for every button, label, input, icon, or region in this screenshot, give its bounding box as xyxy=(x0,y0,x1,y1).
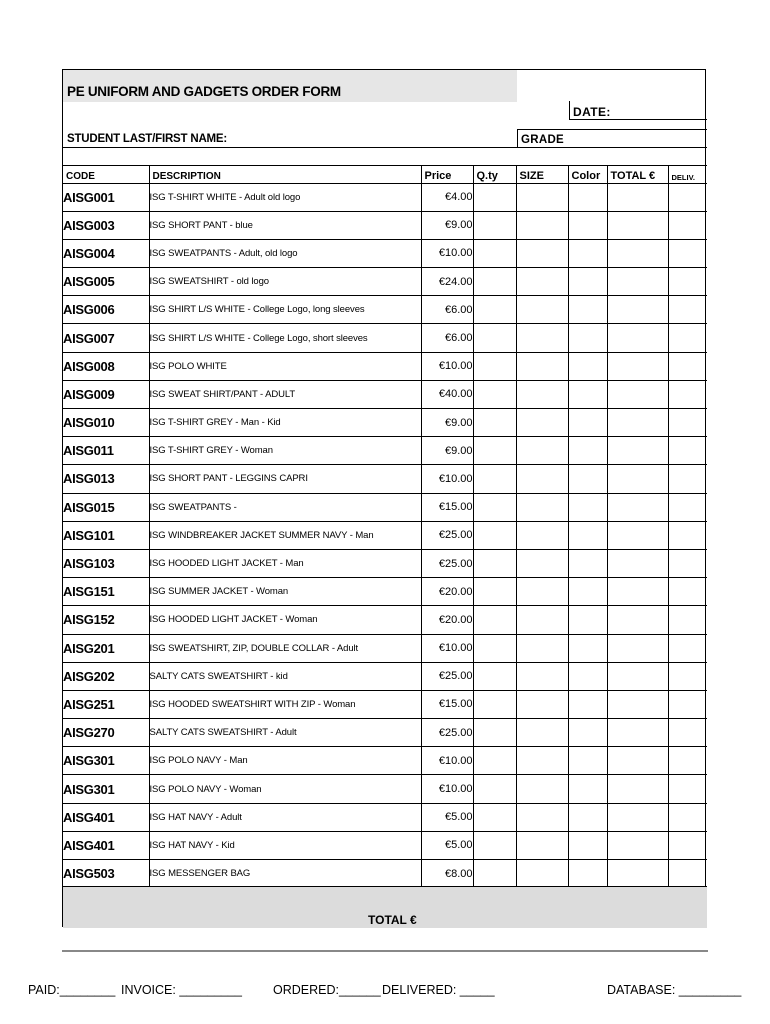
item-description: ISG SWEATSHIRT - old logo xyxy=(149,268,421,296)
qty-cell[interactable] xyxy=(473,296,516,324)
database-field[interactable]: DATABASE: _________ xyxy=(607,983,742,997)
item-description: SALTY CATS SWEATSHIRT - kid xyxy=(149,662,421,690)
size-cell[interactable] xyxy=(516,324,568,352)
color-cell[interactable] xyxy=(568,747,607,775)
item-price: €6.00 xyxy=(421,296,473,324)
item-code: AISG008 xyxy=(63,352,149,380)
header-qty: Q.ty xyxy=(473,165,516,183)
size-cell[interactable] xyxy=(516,860,568,888)
deliv-cell[interactable] xyxy=(668,521,707,549)
table-row xyxy=(63,296,707,324)
date-divider xyxy=(569,101,570,120)
item-price: €25.00 xyxy=(421,719,473,747)
size-cell[interactable] xyxy=(516,606,568,634)
table-row xyxy=(63,521,707,549)
total-cell[interactable] xyxy=(607,409,668,437)
color-cell[interactable] xyxy=(568,211,607,239)
deliv-cell[interactable] xyxy=(668,465,707,493)
qty-cell[interactable] xyxy=(473,183,516,211)
size-cell[interactable] xyxy=(516,409,568,437)
item-price: €20.00 xyxy=(421,578,473,606)
item-price: €8.00 xyxy=(421,860,473,888)
item-description: ISG T-SHIRT GREY - Man - Kid xyxy=(149,409,421,437)
color-cell[interactable] xyxy=(568,409,607,437)
item-code: AISG007 xyxy=(63,324,149,352)
color-cell[interactable] xyxy=(568,831,607,859)
total-cell[interactable] xyxy=(607,183,668,211)
size-cell[interactable] xyxy=(516,352,568,380)
item-description: ISG HAT NAVY - Kid xyxy=(149,831,421,859)
size-cell[interactable] xyxy=(516,549,568,577)
item-code: AISG270 xyxy=(63,719,149,747)
total-cell[interactable] xyxy=(607,437,668,465)
table-row xyxy=(63,747,707,775)
item-price: €20.00 xyxy=(421,606,473,634)
qty-cell[interactable] xyxy=(473,747,516,775)
color-cell[interactable] xyxy=(568,183,607,211)
item-description: ISG SUMMER JACKET - Woman xyxy=(149,578,421,606)
deliv-cell[interactable] xyxy=(668,860,707,888)
item-price: €5.00 xyxy=(421,831,473,859)
item-price: €9.00 xyxy=(421,409,473,437)
size-cell[interactable] xyxy=(516,296,568,324)
size-cell[interactable] xyxy=(516,380,568,408)
qty-cell[interactable] xyxy=(473,239,516,267)
item-description: ISG SWEATSHIRT, ZIP, DOUBLE COLLAR - Adult xyxy=(149,634,421,662)
item-code: AISG009 xyxy=(63,380,149,408)
total-cell[interactable] xyxy=(607,803,668,831)
total-cell[interactable] xyxy=(607,211,668,239)
item-description: ISG HOODED SWEATSHIRT WITH ZIP - Woman xyxy=(149,690,421,718)
item-price: €25.00 xyxy=(421,662,473,690)
item-price: €9.00 xyxy=(421,211,473,239)
invoice-field[interactable]: INVOICE: _________ xyxy=(121,983,242,997)
deliv-cell[interactable] xyxy=(668,775,707,803)
size-cell[interactable] xyxy=(516,690,568,718)
qty-cell[interactable] xyxy=(473,324,516,352)
item-description: ISG POLO NAVY - Woman xyxy=(149,775,421,803)
total-cell[interactable] xyxy=(607,324,668,352)
size-cell[interactable] xyxy=(516,239,568,267)
total-cell[interactable] xyxy=(607,352,668,380)
total-cell[interactable] xyxy=(607,662,668,690)
deliv-cell[interactable] xyxy=(668,268,707,296)
item-code: AISG152 xyxy=(63,606,149,634)
total-cell[interactable] xyxy=(607,549,668,577)
color-cell[interactable] xyxy=(568,719,607,747)
deliv-cell[interactable] xyxy=(668,437,707,465)
item-price: €9.00 xyxy=(421,437,473,465)
item-description: ISG T-SHIRT GREY - Woman xyxy=(149,437,421,465)
qty-cell[interactable] xyxy=(473,775,516,803)
item-code: AISG001 xyxy=(63,183,149,211)
table-row xyxy=(63,775,707,803)
header-total: TOTAL € xyxy=(607,165,668,183)
item-description: ISG POLO WHITE xyxy=(149,352,421,380)
deliv-cell[interactable] xyxy=(668,183,707,211)
color-cell[interactable] xyxy=(568,521,607,549)
color-cell[interactable] xyxy=(568,803,607,831)
item-price: €24.00 xyxy=(421,268,473,296)
total-cell[interactable] xyxy=(607,578,668,606)
qty-cell[interactable] xyxy=(473,352,516,380)
total-cell[interactable] xyxy=(607,268,668,296)
qty-cell[interactable] xyxy=(473,521,516,549)
size-cell[interactable] xyxy=(516,268,568,296)
item-description: ISG SWEATPANTS - Adult, old logo xyxy=(149,239,421,267)
qty-cell[interactable] xyxy=(473,634,516,662)
size-cell[interactable] xyxy=(516,493,568,521)
item-description: ISG SWEAT SHIRT/PANT - ADULT xyxy=(149,380,421,408)
color-cell[interactable] xyxy=(568,296,607,324)
item-price: €10.00 xyxy=(421,775,473,803)
item-description: SALTY CATS SWEATSHIRT - Adult xyxy=(149,719,421,747)
deliv-cell[interactable] xyxy=(668,409,707,437)
divider-line xyxy=(63,147,707,148)
item-code: AISG401 xyxy=(63,803,149,831)
item-code: AISG101 xyxy=(63,521,149,549)
table-row xyxy=(63,803,707,831)
color-cell[interactable] xyxy=(568,578,607,606)
table-row xyxy=(63,493,707,521)
item-code: AISG015 xyxy=(63,493,149,521)
size-cell[interactable] xyxy=(516,578,568,606)
table-row xyxy=(63,211,707,239)
qty-cell[interactable] xyxy=(473,437,516,465)
table-row xyxy=(63,437,707,465)
item-price: €10.00 xyxy=(421,239,473,267)
size-cell[interactable] xyxy=(516,719,568,747)
qty-cell[interactable] xyxy=(473,578,516,606)
size-cell[interactable] xyxy=(516,775,568,803)
qty-cell[interactable] xyxy=(473,690,516,718)
color-cell[interactable] xyxy=(568,634,607,662)
qty-cell[interactable] xyxy=(473,606,516,634)
item-description: ISG WINDBREAKER JACKET SUMMER NAVY - Man xyxy=(149,521,421,549)
color-cell[interactable] xyxy=(568,775,607,803)
item-price: €40.00 xyxy=(421,380,473,408)
color-cell[interactable] xyxy=(568,690,607,718)
deliv-cell[interactable] xyxy=(668,747,707,775)
item-code: AISG006 xyxy=(63,296,149,324)
size-cell[interactable] xyxy=(516,831,568,859)
header-code: CODE xyxy=(63,165,149,183)
color-cell[interactable] xyxy=(568,380,607,408)
paid-field[interactable]: PAID:________ xyxy=(28,983,116,997)
item-price: €10.00 xyxy=(421,634,473,662)
deliv-cell[interactable] xyxy=(668,831,707,859)
item-description: ISG HOODED LIGHT JACKET - Woman xyxy=(149,606,421,634)
total-cell[interactable] xyxy=(607,380,668,408)
item-price: €4.00 xyxy=(421,183,473,211)
form-title: PE UNIFORM AND GADGETS ORDER FORM xyxy=(67,84,341,99)
deliv-cell[interactable] xyxy=(668,493,707,521)
qty-cell[interactable] xyxy=(473,493,516,521)
table-row xyxy=(63,324,707,352)
item-code: AISG251 xyxy=(63,690,149,718)
total-cell[interactable] xyxy=(607,239,668,267)
item-description: ISG SHIRT L/S WHITE - College Logo, short sleeves xyxy=(149,324,421,352)
deliv-cell[interactable] xyxy=(668,380,707,408)
total-cell[interactable] xyxy=(607,634,668,662)
qty-cell[interactable] xyxy=(473,860,516,888)
total-cell[interactable] xyxy=(607,606,668,634)
deliv-cell[interactable] xyxy=(668,719,707,747)
item-price: €6.00 xyxy=(421,324,473,352)
total-cell[interactable] xyxy=(607,719,668,747)
item-code: AISG202 xyxy=(63,662,149,690)
student-name-label: STUDENT LAST/FIRST NAME: xyxy=(67,133,228,145)
table-header-row xyxy=(63,165,707,183)
item-code: AISG103 xyxy=(63,549,149,577)
total-cell[interactable] xyxy=(607,521,668,549)
footer-rule xyxy=(62,950,708,952)
item-price: €25.00 xyxy=(421,521,473,549)
color-cell[interactable] xyxy=(568,493,607,521)
deliv-cell[interactable] xyxy=(668,606,707,634)
header-deliv: DELIV. xyxy=(668,165,707,183)
total-cell[interactable] xyxy=(607,493,668,521)
header-price: Price xyxy=(421,165,473,183)
total-cell[interactable] xyxy=(607,465,668,493)
qty-cell[interactable] xyxy=(473,662,516,690)
total-cell[interactable] xyxy=(607,831,668,859)
item-code: AISG003 xyxy=(63,211,149,239)
qty-cell[interactable] xyxy=(473,409,516,437)
qty-cell[interactable] xyxy=(473,268,516,296)
table-row xyxy=(63,549,707,577)
table-row xyxy=(63,268,707,296)
table-row xyxy=(63,860,707,888)
item-price: €10.00 xyxy=(421,747,473,775)
item-description: ISG POLO NAVY - Man xyxy=(149,747,421,775)
qty-cell[interactable] xyxy=(473,211,516,239)
deliv-cell[interactable] xyxy=(668,352,707,380)
item-code: AISG301 xyxy=(63,747,149,775)
item-code: AISG011 xyxy=(63,437,149,465)
deliv-cell[interactable] xyxy=(668,549,707,577)
deliv-cell[interactable] xyxy=(668,296,707,324)
item-code: AISG004 xyxy=(63,239,149,267)
qty-cell[interactable] xyxy=(473,549,516,577)
table-row xyxy=(63,719,707,747)
item-code: AISG301 xyxy=(63,775,149,803)
size-cell[interactable] xyxy=(516,803,568,831)
item-code: AISG013 xyxy=(63,465,149,493)
size-cell[interactable] xyxy=(516,465,568,493)
qty-cell[interactable] xyxy=(473,465,516,493)
table-row xyxy=(63,465,707,493)
total-cell[interactable] xyxy=(607,690,668,718)
item-code: AISG401 xyxy=(63,831,149,859)
item-description: ISG SHORT PANT - blue xyxy=(149,211,421,239)
color-cell[interactable] xyxy=(568,324,607,352)
order-form xyxy=(62,69,706,927)
delivered-field[interactable]: DELIVERED: _____ xyxy=(382,983,495,997)
color-cell[interactable] xyxy=(568,352,607,380)
deliv-cell[interactable] xyxy=(668,211,707,239)
table-row xyxy=(63,409,707,437)
item-price: €15.00 xyxy=(421,690,473,718)
total-label: TOTAL € xyxy=(368,913,417,927)
item-description: ISG SHORT PANT - LEGGINS CAPRI xyxy=(149,465,421,493)
table-row xyxy=(63,690,707,718)
table-row xyxy=(63,183,707,211)
date-underline xyxy=(569,119,707,120)
grade-label: GRADE xyxy=(521,134,565,146)
size-cell[interactable] xyxy=(516,634,568,662)
qty-cell[interactable] xyxy=(473,803,516,831)
item-description: ISG HOODED LIGHT JACKET - Man xyxy=(149,549,421,577)
size-cell[interactable] xyxy=(516,747,568,775)
table-row xyxy=(63,239,707,267)
color-cell[interactable] xyxy=(568,239,607,267)
deliv-cell[interactable] xyxy=(668,634,707,662)
item-code: AISG151 xyxy=(63,578,149,606)
item-price: €10.00 xyxy=(421,465,473,493)
table-row xyxy=(63,578,707,606)
qty-cell[interactable] xyxy=(473,831,516,859)
item-description: ISG HAT NAVY - Adult xyxy=(149,803,421,831)
ordered-field[interactable]: ORDERED:______ xyxy=(273,983,381,997)
size-cell[interactable] xyxy=(516,211,568,239)
deliv-cell[interactable] xyxy=(668,803,707,831)
total-area xyxy=(63,886,707,928)
deliv-cell[interactable] xyxy=(668,239,707,267)
item-description: ISG T-SHIRT WHITE - Adult old logo xyxy=(149,183,421,211)
item-price: €15.00 xyxy=(421,493,473,521)
item-code: AISG503 xyxy=(63,860,149,888)
deliv-cell[interactable] xyxy=(668,662,707,690)
color-cell[interactable] xyxy=(568,860,607,888)
qty-cell[interactable] xyxy=(473,719,516,747)
total-cell[interactable] xyxy=(607,296,668,324)
size-cell[interactable] xyxy=(516,662,568,690)
header-color: Color xyxy=(568,165,607,183)
size-cell[interactable] xyxy=(516,437,568,465)
table-row xyxy=(63,831,707,859)
table-row xyxy=(63,606,707,634)
total-cell[interactable] xyxy=(607,747,668,775)
size-cell[interactable] xyxy=(516,521,568,549)
qty-cell[interactable] xyxy=(473,380,516,408)
table-row xyxy=(63,634,707,662)
item-description: ISG SHIRT L/S WHITE - College Logo, long sleeves xyxy=(149,296,421,324)
color-cell[interactable] xyxy=(568,606,607,634)
color-cell[interactable] xyxy=(568,662,607,690)
item-description: ISG SWEATPANTS - xyxy=(149,493,421,521)
color-cell[interactable] xyxy=(568,465,607,493)
color-cell[interactable] xyxy=(568,437,607,465)
item-description: ISG MESSENGER BAG xyxy=(149,860,421,888)
item-code: AISG005 xyxy=(63,268,149,296)
table-row xyxy=(63,662,707,690)
item-code: AISG010 xyxy=(63,409,149,437)
deliv-cell[interactable] xyxy=(668,324,707,352)
total-cell[interactable] xyxy=(607,775,668,803)
date-label: DATE: xyxy=(573,105,611,119)
size-cell[interactable] xyxy=(516,183,568,211)
item-code: AISG201 xyxy=(63,634,149,662)
item-price: €25.00 xyxy=(421,549,473,577)
table-row xyxy=(63,352,707,380)
color-cell[interactable] xyxy=(568,268,607,296)
header-size: SIZE xyxy=(516,165,568,183)
header-description: DESCRIPTION xyxy=(149,165,421,183)
color-cell[interactable] xyxy=(568,549,607,577)
deliv-cell[interactable] xyxy=(668,578,707,606)
item-price: €10.00 xyxy=(421,352,473,380)
deliv-cell[interactable] xyxy=(668,690,707,718)
total-cell[interactable] xyxy=(607,860,668,888)
table-row xyxy=(63,380,707,408)
items-table xyxy=(63,165,707,888)
item-price: €5.00 xyxy=(421,803,473,831)
